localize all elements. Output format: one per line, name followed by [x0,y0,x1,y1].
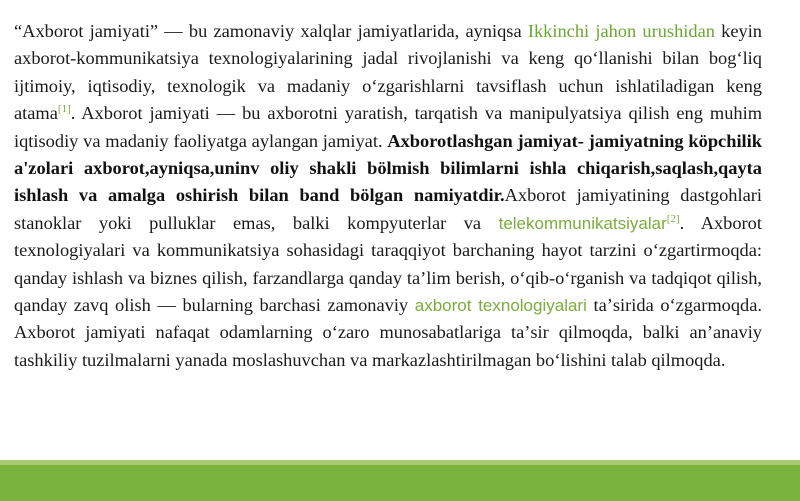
text-run: taʼsirida oʻzgarmoqda. Axborot jamiyati nafaqat odamlarning oʻzaro munosabatlariga taʼsir qilmoqda, balki anʼanaviy tashkiliy tuzilmalarni yanada moslashuvchan va markazlashtirilmagan boʻlishini talab qilmoqda. [14,295,762,370]
citation-ref-1[interactable]: [1] [57,103,71,116]
body-paragraph [14,18,762,374]
footer-bar [0,465,800,501]
text-run: . Axborot texnologiyalari va kommunikatsiya sohasidagi taraqqiyot barchaning hayot tarzini oʻzgartirmoqda: qanday ishlash va biznes qilish, farzandlarga qanday taʼlim berish, oʻqib-oʻrganish va tadqiqot qilish, qanday zavq olish — bularning barchasi zamonaviy [14,212,762,316]
citation-ref-2[interactable]: [2] [666,212,680,225]
bold-definition: Axborotlashgan jamiyat- jamiyatning köpchilik a'zolari axborot,ayniqsa,uninv oliy shakli bölmish bilimlarni ishla chiqarish,saqlash,qayta ishlash va amalga oshirish bilan band bölgan namiyatdir. [14,130,762,206]
text-run: “Axborot jamiyati” — bu zamonaviy xalqlar jamiyatlarida, ayniqsa [14,21,528,41]
text-run: keyin axborot-kommunikatsiya texnologiyalarining jadal rivojlanishi va keng qoʻllanishi bilan bogʻliq ijtimoiy, iqtisodiy, texnologik va madaniy oʻzgarishlarni tavsiflash uchun ishlatiladigan keng atama [14,21,762,124]
link-ikkinchi-jahon-urushi[interactable]: Ikkinchi jahon urushidan [527,21,715,41]
link-telekommunikatsiyalar[interactable]: telekommunikatsiyalar [498,213,667,233]
text-run: . Axborot jamiyati — bu axborotni yaratish, tarqatish va manipulyatsiya qilish eng muhim iqtisodiy va madaniy faoliyatga aylangan jamiyat. [14,103,762,151]
link-axborot-texnologiyalari[interactable]: axborot texnologiyalari [414,296,587,316]
text-run: Axborot jamiyatining dastgohlari stanoklar yoki pulluklar emas, balki kompyuterlar va [14,185,762,233]
